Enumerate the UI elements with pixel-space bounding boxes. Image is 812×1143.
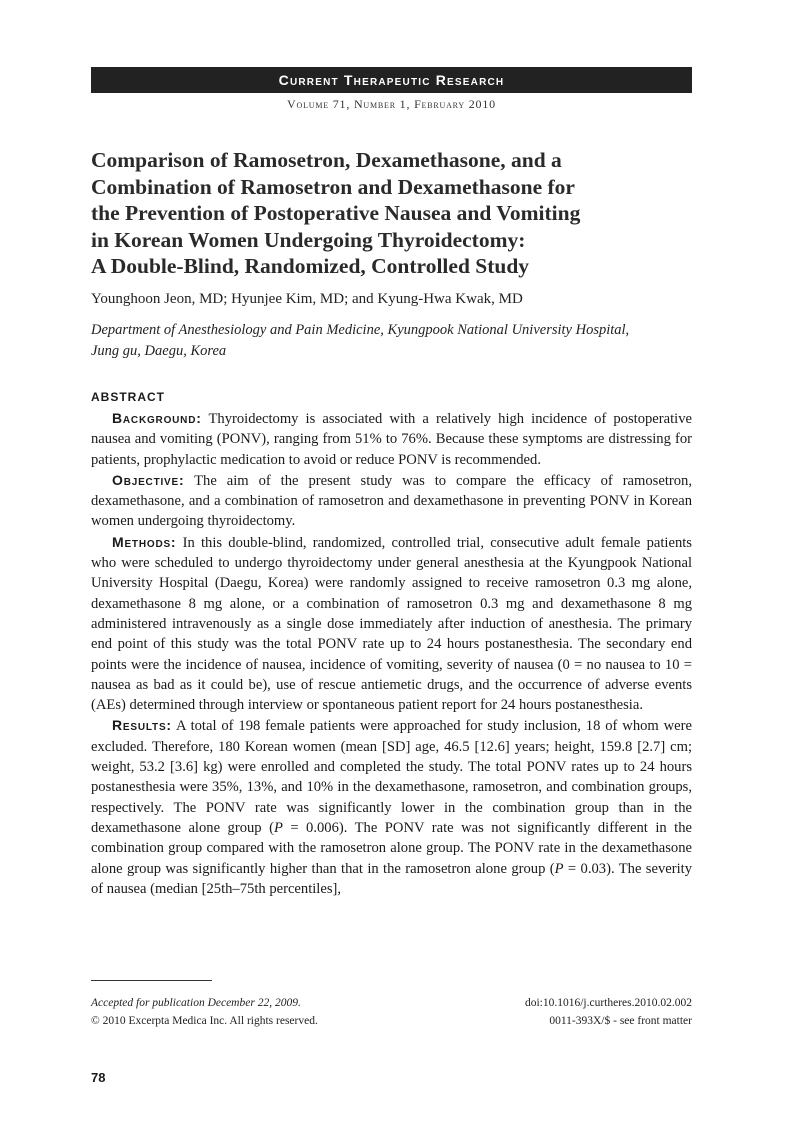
objective-text: The aim of the present study was to compare the efficacy of ramosetron, dexamethasone, and a combination of ramosetron and dexamethasone in preventing PONV in Korean women undergoing thyroidectomy. xyxy=(91,472,692,530)
methods-label: Methods: xyxy=(112,533,177,550)
p-value-symbol: P xyxy=(273,819,283,836)
issn: 0011-393X/$ - see front matter xyxy=(549,1015,692,1027)
title-line: Combination of Ramosetron and Dexamethasone for xyxy=(91,174,575,199)
abstract-body xyxy=(91,408,692,899)
background-label: Background: xyxy=(112,410,202,426)
abstract-results xyxy=(91,715,692,899)
objective-label: Objective: xyxy=(112,471,185,488)
title-line: A Double-Blind, Randomized, Controlled Study xyxy=(91,254,530,278)
results-label: Results: xyxy=(112,717,172,734)
title-line: in Korean Women Undergoing Thyroidectomy: xyxy=(91,227,526,252)
footnote-rule xyxy=(91,980,212,981)
abstract-heading: abstract xyxy=(91,386,165,405)
results-text-1: A total of 198 female patients were approached for study inclusion, 18 of whom were excluded. Therefore, 180 Korean women (mean [SD] age, 46.5 [12.6] years; height, 159.8 [2.7] cm; weight, 53.2 [3.6] kg) were enrolled and completed the study. The total PONV rates up to 24 hours postanesthesia were 35%, 13%, and 10% in the dexamethasone, ramosetron, and combination groups, respectively. The PONV rate was significantly lower in the combination group than in the dexamethasone alone group ( xyxy=(91,718,692,836)
footnote-right xyxy=(392,994,692,1030)
abstract-objective xyxy=(91,470,692,532)
methods-text: In this double-blind, randomized, controlled trial, consecutive adult female patients who were scheduled to undergo thyroidectomy under general anesthesia at the Kyungpook National University Hospital (Daegu, Korea) were randomly assigned to receive ramosetron 0.3 mg alone, dexamethasone 8 mg alone, or a combination of ramosetron 0.3 mg and dexamethasone 8 mg administered intravenously as a single dose immediately after induction of anesthesia. The primary end point of this study was the total PONV rate up to 24 hours postanesthesia. The secondary end points were the incidence of nausea, incidence of vomiting, severity of nausea (0 = no nausea to 10 = nausea as bad as it could be), use of rescue antiemetic drugs, and the occurrence of adverse events (AEs) determined through interview or spontaneous patient report for 24 hours postanesthesia. xyxy=(91,534,692,714)
volume-info: Volume 71, Number 1, February 2010 xyxy=(287,97,496,111)
results-text-2: = 0.006). The PONV rate was not significantly different in the combination group compared with the ramosetron alone group. The PONV rate in the dexamethasone alone group was significantly higher than that in the ramosetron alone group ( xyxy=(91,819,692,877)
p-value-symbol: P xyxy=(554,860,564,877)
title-line: Comparison of Ramosetron, Dexamethasone, and a xyxy=(91,148,562,172)
title-line: the Prevention of Postoperative Nausea and Vomiting xyxy=(91,201,581,225)
author-list: Younghoon Jeon, MD; Hyunjee Kim, MD; and Kyung-Hwa Kwak, MD xyxy=(91,291,523,307)
background-text: Thyroidectomy is associated with a relatively high incidence of postoperative nausea and vomiting (PONV), ranging from 51% to 76%. Because these symptoms are distressing for patients, prophylactic medication to avoid or reduce PONV is recommended. xyxy=(91,411,692,468)
footnote-left xyxy=(91,994,411,1030)
doi: doi:10.1016/j.curtheres.2010.02.002 xyxy=(524,997,692,1009)
affiliation-line: Department of Anesthesiology and Pain Medicine, Kyungpook National University Hospital, xyxy=(91,322,630,338)
page-number: 78 xyxy=(91,1070,106,1085)
abstract-methods xyxy=(91,532,692,716)
copyright: © 2010 Excerpta Medica Inc. All rights reserved. xyxy=(91,1015,318,1027)
journal-banner: Current Therapeutic Research xyxy=(91,67,692,93)
abstract-background xyxy=(91,408,692,470)
accepted-date: Accepted for publication December 22, 2009. xyxy=(91,997,301,1009)
results-text-3: = 0.03). The severity of nausea (median [25th–75th percentiles], xyxy=(91,860,693,897)
article-title xyxy=(91,147,692,280)
affiliation xyxy=(91,320,692,362)
affiliation-line: Jung gu, Daegu, Korea xyxy=(91,343,227,359)
